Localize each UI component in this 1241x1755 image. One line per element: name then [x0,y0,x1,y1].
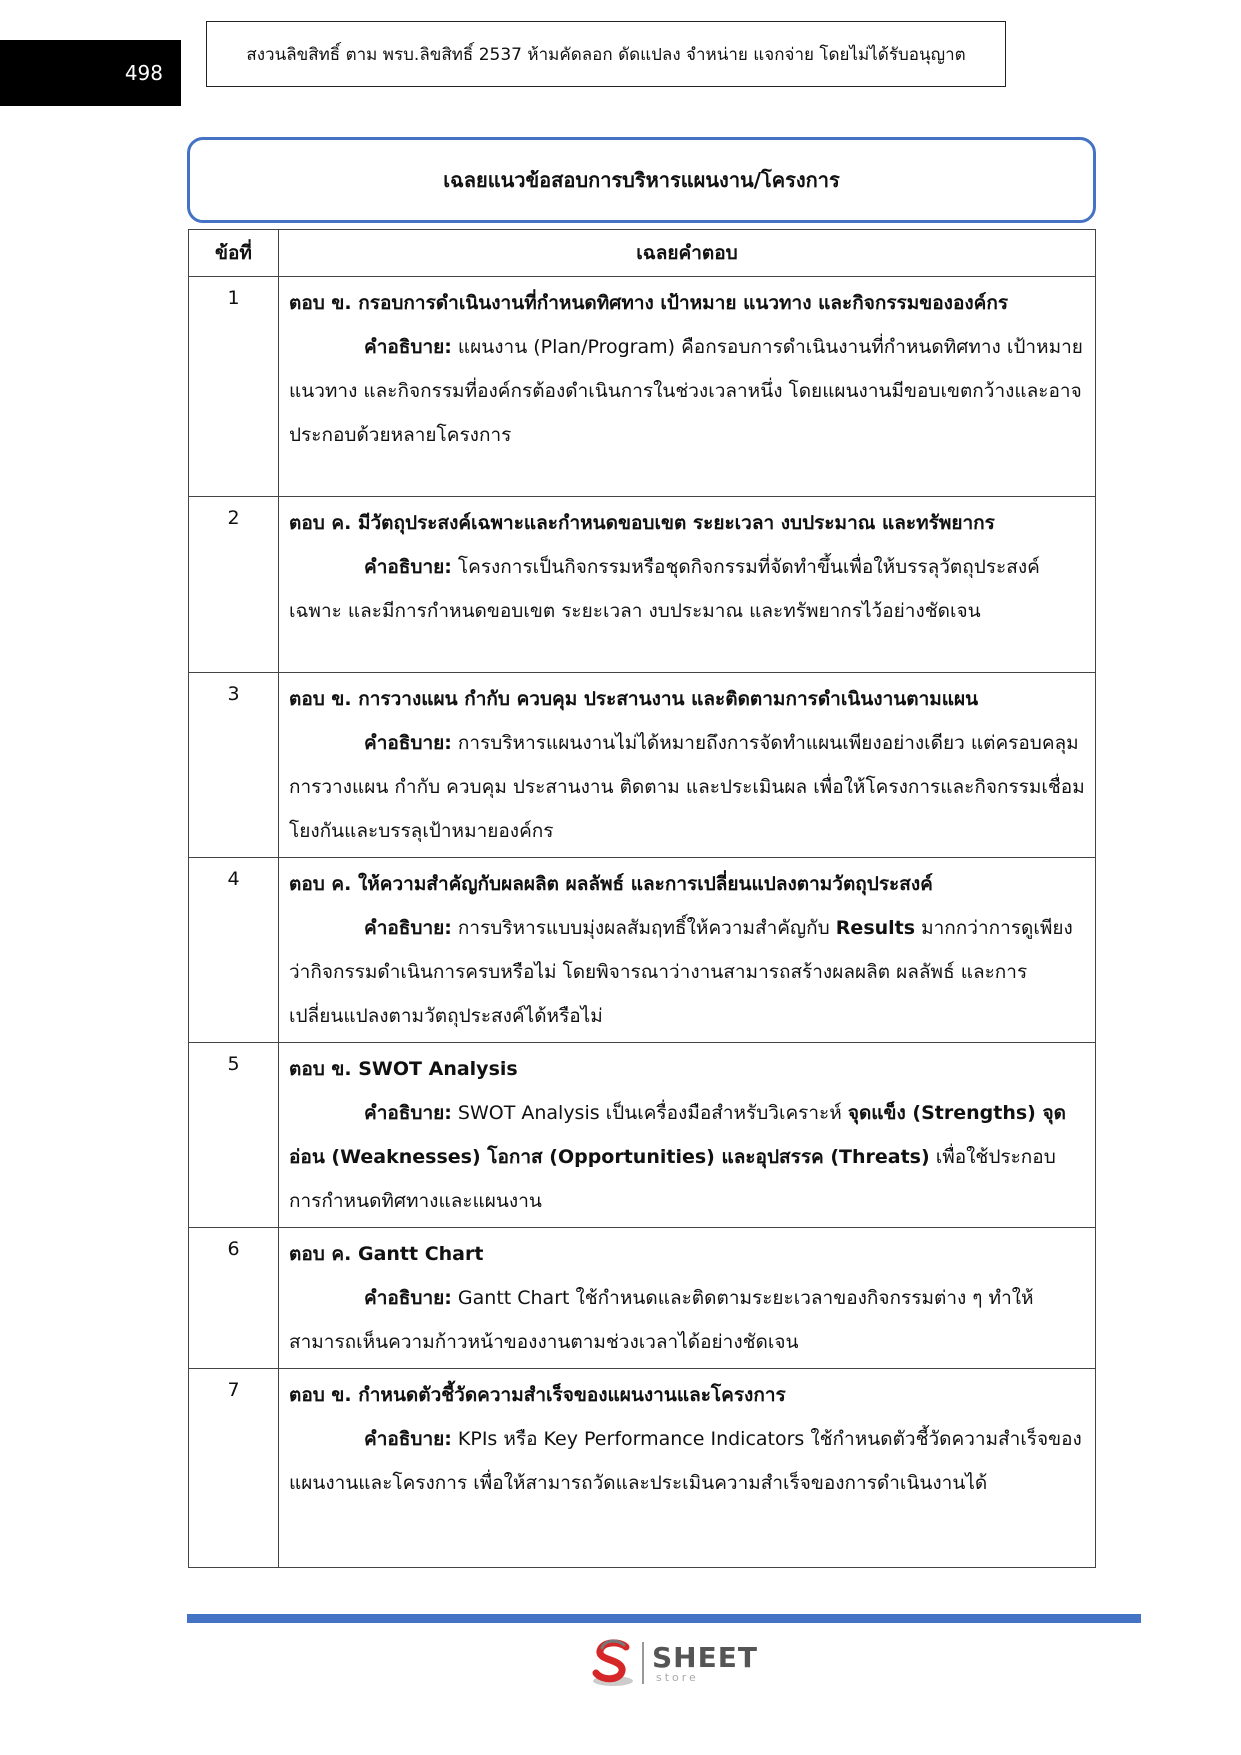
explanation-text-bold: Results [835,917,916,939]
table-row [189,277,1096,497]
explanation-text-pre: SWOT Analysis เป็นเครื่องมือสำหรับวิเคราะห์ [457,1102,848,1124]
explanation-label: คำอธิบาย: [364,732,452,754]
answer-cell [279,1228,1096,1369]
answer-cell [279,1369,1096,1568]
question-number: 2 [189,497,279,673]
explanation [289,1276,1085,1364]
explanation-text-bold: จุดแข็ง (Strengths) จุดอ่อน (Weaknesses) โอกาส (Opportunities) และอุปสรรค (Threats) [289,1102,1066,1168]
question-number: 4 [189,858,279,1043]
answer-text: ตอบ ข. กรอบการดำเนินงานที่กำหนดทิศทาง เป้าหมาย แนวทาง และกิจกรรมขององค์กร [289,292,1009,314]
table-row [189,1228,1096,1369]
page-title: เฉลยแนวข้อสอบการบริหารแผนงาน/โครงการ [187,137,1096,223]
header-answer: เฉลยคำตอบ [279,230,1096,277]
copyright-notice: สงวนลิขสิทธิ์ ตาม พรบ.ลิขสิทธิ์ 2537 ห้ามคัดลอก ดัดแปลง จำหน่าย แจกจ่าย โดยไม่ได้รับอนุญาต [206,21,1006,87]
explanation [289,545,1085,633]
page-number: 498 [0,40,181,106]
answer-text: ตอบ ค. ให้ความสำคัญกับผลผลิต ผลลัพธ์ และการเปลี่ยนแปลงตามวัตถุประสงค์ [289,873,933,895]
explanation-label: คำอธิบาย: [364,556,452,578]
footer-divider [187,1614,1141,1623]
answer-text: ตอบ ข. กำหนดตัวชี้วัดความสำเร็จของแผนงานและโครงการ [289,1384,786,1406]
logo-s-icon [590,1639,636,1687]
question-number: 7 [189,1369,279,1568]
explanation-text-post: มากกว่าการดูเพียงว่ากิจกรรมดำเนินการครบหรือไม่ โดยพิจารณาว่างานสามารถสร้างผลผลิต ผลลัพธ์ และการเปลี่ยนแปลงตามวัตถุประสงค์ได้หรือไม่ [289,917,1073,1027]
header-question-no: ข้อที่ [189,230,279,277]
explanation-text-post: เพื่อใช้ประกอบการกำหนดทิศทางและแผนงาน [289,1146,1056,1212]
question-number: 1 [189,277,279,497]
explanation-label: คำอธิบาย: [364,336,452,358]
explanation [289,1417,1085,1505]
explanation [289,1091,1085,1223]
explanation-text: KPIs หรือ Key Performance Indicators ใช้กำหนดตัวชี้วัดความสำเร็จของแผนงานและโครงการ เพื่อให้สามารถวัดและประเมินความสำเร็จของการดำเนินงานได้ [289,1428,1082,1494]
sheet-store-logo [590,1636,760,1690]
explanation [289,325,1085,457]
logo-text [652,1640,758,1684]
table-row [189,497,1096,673]
answer-text: ตอบ ข. การวางแผน กำกับ ควบคุม ประสานงาน และติดตามการดำเนินงานตามแผน [289,688,979,710]
explanation-text: แผนงาน (Plan/Program) คือกรอบการดำเนินงานที่กำหนดทิศทาง เป้าหมาย แนวทาง และกิจกรรมที่องค์กรต้องดำเนินการในช่วงเวลาหนึ่ง โดยแผนงานมีขอบเขตกว้างและอาจประกอบด้วยหลายโครงการ [289,336,1083,446]
explanation-label: คำอธิบาย: [364,1287,452,1309]
explanation-label: คำอธิบาย: [364,1102,452,1124]
answer-cell [279,858,1096,1043]
explanation-text: Gantt Chart ใช้กำหนดและติดตามระยะเวลาของกิจกรรมต่าง ๆ ทำให้สามารถเห็นความก้าวหน้าของงานตามช่วงเวลาได้อย่างชัดเจน [289,1287,1034,1353]
explanation-text: โครงการเป็นกิจกรรมหรือชุดกิจกรรมที่จัดทำขึ้นเพื่อให้บรรลุวัตถุประสงค์เฉพาะ และมีการกำหนดขอบเขต ระยะเวลา งบประมาณ และทรัพยากรไว้อย่างชัดเจน [289,556,1040,622]
question-number: 6 [189,1228,279,1369]
explanation [289,721,1085,853]
logo-sub-text: store [656,1670,699,1684]
answer-cell [279,497,1096,673]
table-header-row [189,230,1096,277]
table-row [189,1043,1096,1228]
answer-cell [279,673,1096,858]
question-number: 5 [189,1043,279,1228]
table-row [189,1369,1096,1568]
answer-table [188,229,1096,1568]
explanation-label: คำอธิบาย: [364,917,452,939]
answer-cell [279,1043,1096,1228]
table-row [189,858,1096,1043]
explanation-label: คำอธิบาย: [364,1428,452,1450]
answer-text: ตอบ ค. Gantt Chart [289,1243,484,1265]
explanation [289,906,1085,1038]
table-row [189,673,1096,858]
question-number: 3 [189,673,279,858]
answer-text: ตอบ ข. SWOT Analysis [289,1058,518,1080]
logo-main-text: SHEET [652,1640,758,1674]
answer-text: ตอบ ค. มีวัตถุประสงค์เฉพาะและกำหนดขอบเขต ระยะเวลา งบประมาณ และทรัพยากร [289,512,995,534]
logo-divider [642,1642,644,1684]
answer-cell [279,277,1096,497]
explanation-text-pre: การบริหารแบบมุ่งผลสัมฤทธิ์ให้ความสำคัญกับ [457,917,836,939]
explanation-text: การบริหารแผนงานไม่ได้หมายถึงการจัดทำแผนเพียงอย่างเดียว แต่ครอบคลุมการวางแผน กำกับ ควบคุม ประสานงาน ติดตาม และประเมินผล เพื่อให้โครงการและกิจกรรมเชื่อมโยงกันและบรรลุเป้าหมายองค์กร [289,732,1085,842]
